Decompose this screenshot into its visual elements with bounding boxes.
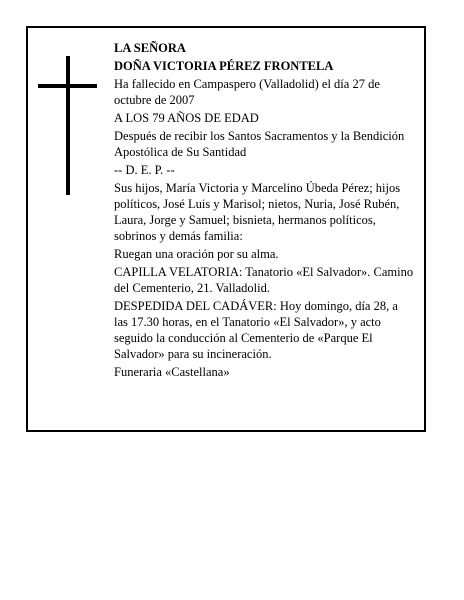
death-statement: Ha fallecido en Campaspero (Valladolid) el día 27 de octubre de 2007 bbox=[114, 77, 380, 107]
prayer-request: Ruegan una oración por su alma. bbox=[114, 247, 279, 261]
deceased-name: DOÑA VICTORIA PÉREZ FRONTELA bbox=[114, 59, 334, 73]
obituary-text bbox=[114, 40, 414, 380]
funeral-home: Funeraria «Castellana» bbox=[114, 365, 230, 379]
obituary-title: LA SEÑORA bbox=[114, 41, 186, 55]
cross-horizontal-bar bbox=[38, 84, 97, 88]
rip-line: -- D. E. P. -- bbox=[114, 163, 175, 177]
family-list: Sus hijos, María Victoria y Marcelino Úbeda Pérez; hijos políticos, José Luis y Marisol; nietos, Nuria, José Rubén, Laura, Jorge y Samuel; bisnieta, hermanos políticos, sobrinos y demás familia: bbox=[114, 181, 401, 243]
cross-vertical-bar bbox=[66, 56, 70, 195]
age-line: A LOS 79 AÑOS DE EDAD bbox=[114, 111, 259, 125]
sacraments-line: Después de recibir los Santos Sacramentos y la Bendición Apostólica de Su Santidad bbox=[114, 129, 405, 159]
farewell-info: DESPEDIDA DEL CADÁVER: Hoy domingo, día 28, a las 17.30 horas, en el Tanatorio «El Salvador», y acto seguido la conducción al Cementerio de «Parque El Salvador» para su incineración. bbox=[114, 299, 398, 361]
chapel-info: CAPILLA VELATORIA: Tanatorio «El Salvador». Camino del Cementerio, 21. Valladolid. bbox=[114, 265, 414, 295]
